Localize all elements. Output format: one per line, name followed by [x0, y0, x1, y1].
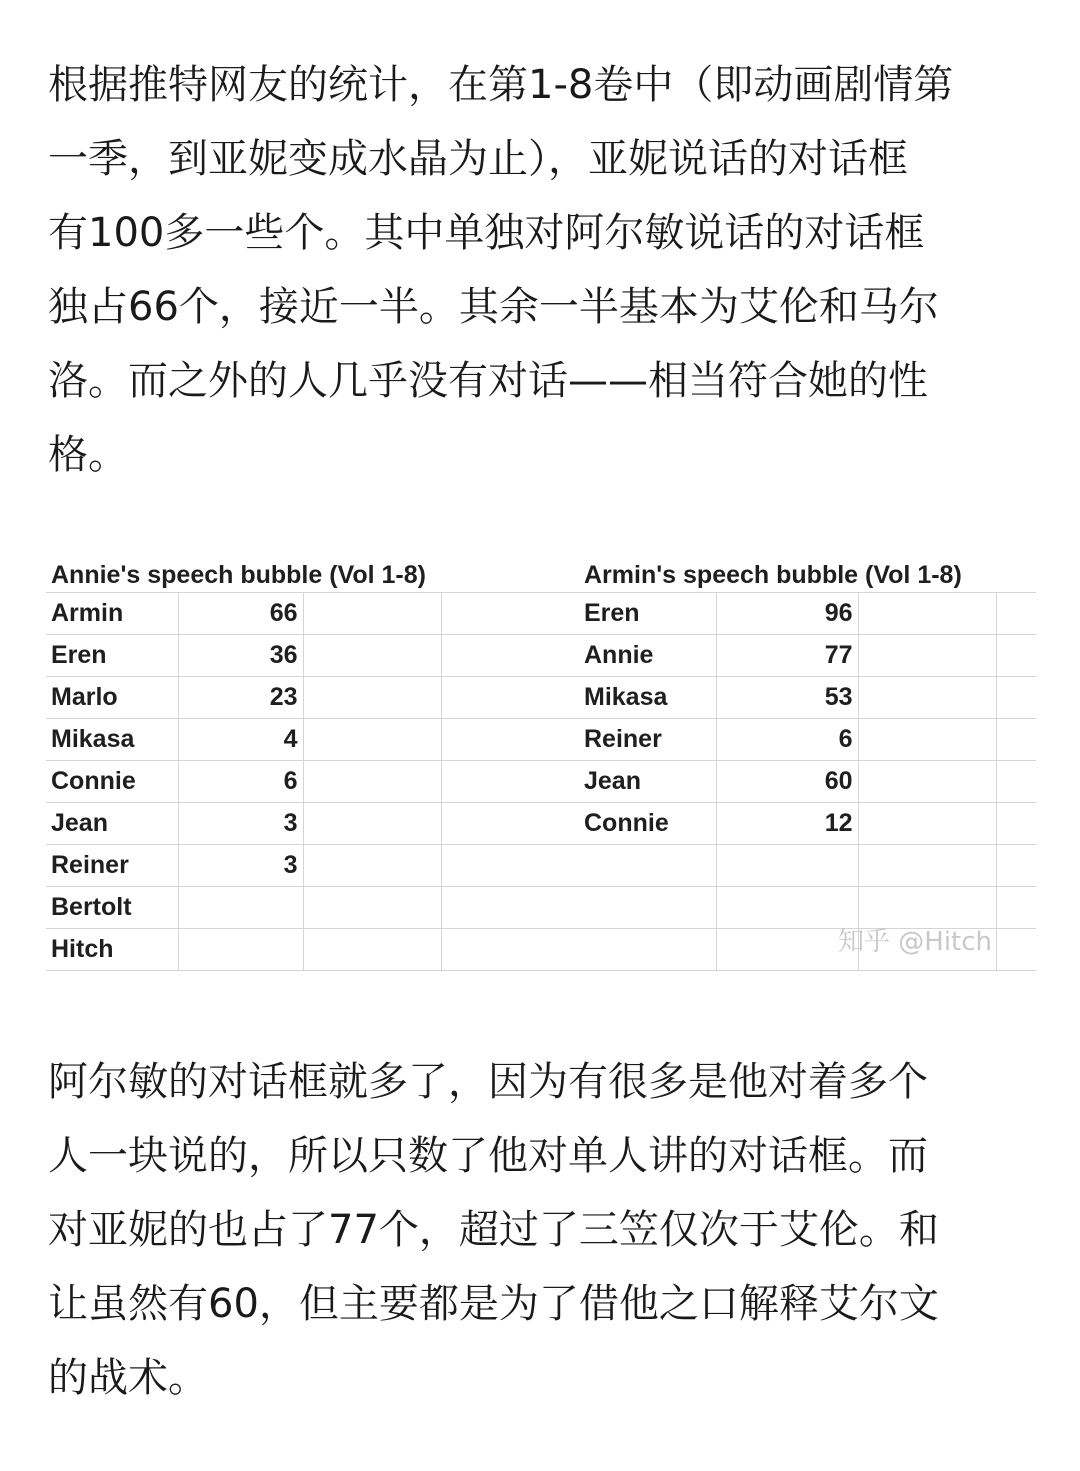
table-row — [46, 676, 579, 718]
bubble-count: 12 — [716, 802, 858, 844]
character-name — [579, 886, 716, 928]
text-line: 的战术。 — [48, 1355, 208, 1401]
table-row — [46, 802, 579, 844]
table-row — [46, 760, 579, 802]
character-name — [579, 928, 716, 970]
text-line: 格。 — [48, 432, 128, 478]
text-line: 阿尔敏的对话框就多了，因为有很多是他对着多个 — [48, 1059, 928, 1105]
bubble-count — [716, 928, 858, 970]
bubble-count: 66 — [178, 592, 303, 634]
table-row — [579, 634, 1036, 676]
bubble-count — [716, 886, 858, 928]
table-row — [46, 844, 579, 886]
text-line: 独占66个，接近一半。其余一半基本为艾伦和马尔 — [48, 284, 939, 330]
bubble-count — [178, 928, 303, 970]
bubble-count: 77 — [716, 634, 858, 676]
table-row — [46, 886, 579, 928]
character-name: Connie — [46, 760, 178, 802]
table-row — [46, 718, 579, 760]
character-name: Eren — [579, 592, 716, 634]
character-name: Annie — [579, 634, 716, 676]
table-row — [46, 592, 579, 634]
bubble-count: 53 — [716, 676, 858, 718]
text-line: 洛。而之外的人几乎没有对话——相当符合她的性 — [48, 358, 928, 404]
bubble-count — [178, 886, 303, 928]
armin-speech-table — [579, 550, 1036, 971]
bubble-count: 60 — [716, 760, 858, 802]
character-name: Jean — [46, 802, 178, 844]
bubble-count: 3 — [178, 844, 303, 886]
text-line: 对亚妮的也占了77个，超过了三笠仅次于艾伦。和 — [48, 1207, 939, 1253]
table-row — [579, 592, 1036, 634]
table-row — [579, 844, 1036, 886]
character-name: Marlo — [46, 676, 178, 718]
annie-speech-table — [46, 550, 579, 971]
text-line: 让虽然有60，但主要都是为了借他之口解释艾尔文 — [48, 1281, 939, 1327]
bubble-count: 6 — [178, 760, 303, 802]
character-name — [579, 844, 716, 886]
table-row — [579, 760, 1036, 802]
character-name: Jean — [579, 760, 716, 802]
character-name: Armin — [46, 592, 178, 634]
character-name: Bertolt — [46, 886, 178, 928]
table-row — [46, 928, 579, 970]
table-title: Annie's speech bubble (Vol 1-8) — [46, 550, 579, 592]
bubble-count: 96 — [716, 592, 858, 634]
zhihu-watermark: 知乎 @Hitch — [838, 927, 993, 957]
character-name: Connie — [579, 802, 716, 844]
bubble-count — [716, 844, 858, 886]
text-line: 根据推特网友的统计，在第1-8卷中（即动画剧情第 — [48, 62, 954, 108]
text-line: 一季，到亚妮变成水晶为止），亚妮说话的对话框 — [48, 136, 908, 182]
character-name: Reiner — [579, 718, 716, 760]
table-row — [579, 802, 1036, 844]
paragraph-armin — [48, 1045, 1038, 1415]
paragraph-intro — [48, 48, 1038, 492]
table-title: Armin's speech bubble (Vol 1-8) — [579, 550, 1036, 592]
table-row — [46, 634, 579, 676]
character-name: Eren — [46, 634, 178, 676]
bubble-count: 3 — [178, 802, 303, 844]
speech-bubble-tables-image — [46, 550, 1036, 980]
text-line: 人一块说的，所以只数了他对单人讲的对话框。而 — [48, 1133, 928, 1179]
bubble-count: 4 — [178, 718, 303, 760]
table-row — [579, 718, 1036, 760]
bubble-count: 23 — [178, 676, 303, 718]
character-name: Mikasa — [579, 676, 716, 718]
table-row — [579, 676, 1036, 718]
character-name: Mikasa — [46, 718, 178, 760]
bubble-count: 6 — [716, 718, 858, 760]
character-name: Reiner — [46, 844, 178, 886]
character-name: Hitch — [46, 928, 178, 970]
bubble-count: 36 — [178, 634, 303, 676]
text-line: 有100多一些个。其中单独对阿尔敏说话的对话框 — [48, 210, 925, 256]
